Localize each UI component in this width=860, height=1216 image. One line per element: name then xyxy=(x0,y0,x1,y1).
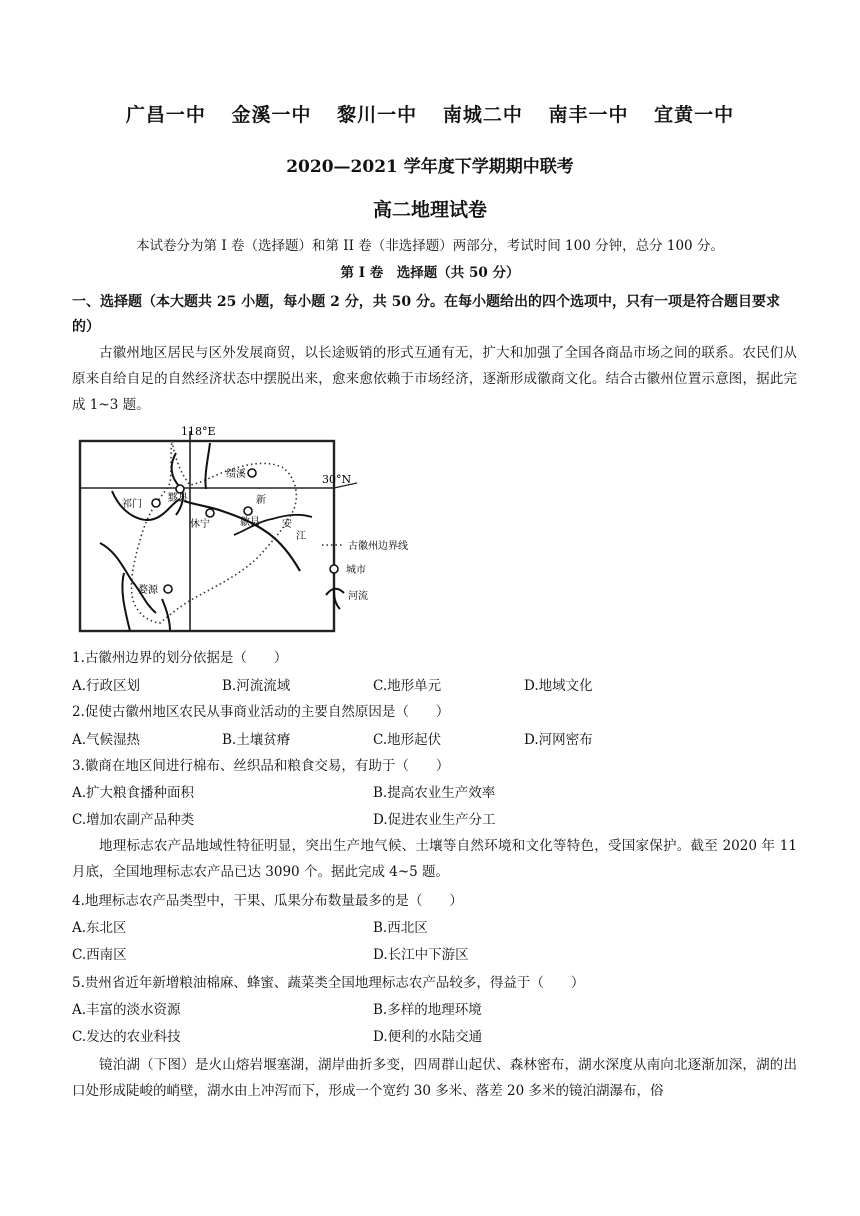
question-3-option-c[interactable]: C.增加农副产品种类 xyxy=(72,812,195,828)
question-2-stem: 2.促使古徽州地区农民从事商业活动的主要自然原因是（ ） xyxy=(72,704,450,720)
question-4-option-a[interactable]: A.东北区 xyxy=(72,920,127,936)
question-3-option-a[interactable]: A.扩大粮食播种面积 xyxy=(72,785,195,801)
question-4-option-d[interactable]: D.长江中下游区 xyxy=(373,947,469,963)
city-label: 婺源 xyxy=(138,585,158,596)
river xyxy=(205,443,210,489)
city-marker xyxy=(206,509,214,517)
river-label-char: 新 xyxy=(256,495,266,506)
question-2-option-c[interactable]: C.地形起伏 xyxy=(373,732,442,748)
section-title: 一、选择题（本大题共 25 小题，每小题 2 分，共 50 分。在每小题给出的四个选项中，只有一项是符合题目要求的） xyxy=(72,294,780,335)
school-name: 宜黄一中 xyxy=(654,104,735,126)
question-5-option-a[interactable]: A.丰富的淡水资源 xyxy=(72,1002,181,1018)
question-5-option-d[interactable]: D.便利的水陆交通 xyxy=(373,1029,483,1045)
question-2-option-b[interactable]: B.土壤贫瘠 xyxy=(222,732,291,748)
city-label: 祁门 xyxy=(122,499,142,510)
question-5-option-c[interactable]: C.发达的农业科技 xyxy=(72,1029,181,1045)
question-2-option-a[interactable]: A.气候湿热 xyxy=(72,732,141,748)
map-figure xyxy=(72,423,432,638)
exam-intro: 本试卷分为第 I 卷（选择题）和第 II 卷（非选择题）两部分，考试时间 100 分钟，总分 100 分。 xyxy=(136,238,724,254)
part-title: 第 I 卷 选择题（共 50 分） xyxy=(340,265,520,281)
question-3-option-d[interactable]: D.促进农业生产分工 xyxy=(373,812,496,828)
passage-3: 镜泊湖（下图）是火山熔岩堰塞湖，湖岸曲折多变，四周群山起伏、森林密布，湖水深度从南向北逐渐加深，湖的出口处形成陡峻的峭壁，湖水由上冲泻而下，形成一个宽约 30 多米、落差 20 多米的镜泊湖瀑布，俗 xyxy=(72,1057,797,1099)
river xyxy=(122,573,130,631)
city-label: 黟县 xyxy=(168,493,188,504)
longitude-label: 118°E xyxy=(181,425,216,438)
question-3-option-b[interactable]: B.提高农业生产效率 xyxy=(373,785,496,801)
question-1-option-a[interactable]: A.行政区划 xyxy=(72,678,141,694)
legend-city-marker xyxy=(330,565,338,573)
city-label: 歙县 xyxy=(240,517,260,528)
question-1-option-d[interactable]: D.地域文化 xyxy=(524,678,593,694)
river-label-char: 安 xyxy=(282,519,292,530)
question-5-stem: 5.贵州省近年新增粮油棉麻、蜂蜜、蔬菜类全国地理标志农产品较多，得益于（ ） xyxy=(72,975,585,991)
question-2-option-d[interactable]: D.河网密布 xyxy=(524,732,593,748)
city-label: 休宁 xyxy=(190,519,210,530)
city-marker xyxy=(176,485,184,493)
school-name: 金溪一中 xyxy=(231,104,312,126)
passage-1: 古徽州地区居民与区外发展商贸，以长途贩销的形式互通有无，扩大和加强了全国各商品市场之间的联系。农民们从原来自给自足的自然经济状态中摆脱出来，愈来愈依赖于市场经济，逐渐形成徽商文化。结合古徽州位置示意图，据此完成 1~3 题。 xyxy=(72,345,797,413)
river-xinanjiang xyxy=(184,501,300,571)
city-marker xyxy=(244,507,252,515)
question-4-option-c[interactable]: C.西南区 xyxy=(72,947,127,963)
legend-river-label: 河流 xyxy=(348,591,368,602)
question-1-option-c[interactable]: C.地形单元 xyxy=(373,678,442,694)
school-list xyxy=(0,100,860,127)
exam-title: 2020—2021 学年度下学期期中联考 xyxy=(286,157,574,177)
school-name: 南城二中 xyxy=(442,104,523,126)
question-1-stem: 1.古徽州边界的划分依据是（ ） xyxy=(72,650,288,666)
passage-2: 地理标志农产品地域性特征明显，突出生产地气候、土壤等自然环境和文化等特色，受国家保护。截至 2020 年 11 月底，全国地理标志农产品已达 3090 个。据此完成 4~5 题。 xyxy=(72,838,797,880)
question-5-option-b[interactable]: B.多样的地理环境 xyxy=(373,1002,482,1018)
question-4-stem: 4.地理标志农产品类型中，干果、瓜果分布数量最多的是（ ） xyxy=(72,893,463,909)
school-name: 南丰一中 xyxy=(548,104,629,126)
city-marker xyxy=(164,585,172,593)
school-name: 黎川一中 xyxy=(337,104,418,126)
school-name: 广昌一中 xyxy=(125,104,206,126)
question-4-option-b[interactable]: B.西北区 xyxy=(373,920,428,936)
legend-boundary-label: 古徽州边界线 xyxy=(348,541,408,552)
legend-city-label: 城市 xyxy=(346,565,366,576)
question-3-stem: 3.徽商在地区间进行棉布、丝织品和粮食交易，有助于（ ） xyxy=(72,758,450,774)
city-marker xyxy=(248,469,256,477)
huizhou-map xyxy=(72,423,432,638)
river xyxy=(100,543,156,613)
river xyxy=(172,453,183,515)
river-label-char: 江 xyxy=(296,531,306,542)
question-1-option-b[interactable]: B.河流流域 xyxy=(222,678,291,694)
city-marker xyxy=(152,499,160,507)
latitude-label: 30°N xyxy=(322,473,352,486)
river xyxy=(162,599,170,631)
city-label: 绩溪 xyxy=(226,469,246,480)
subject-title: 高二地理试卷 xyxy=(372,199,487,221)
